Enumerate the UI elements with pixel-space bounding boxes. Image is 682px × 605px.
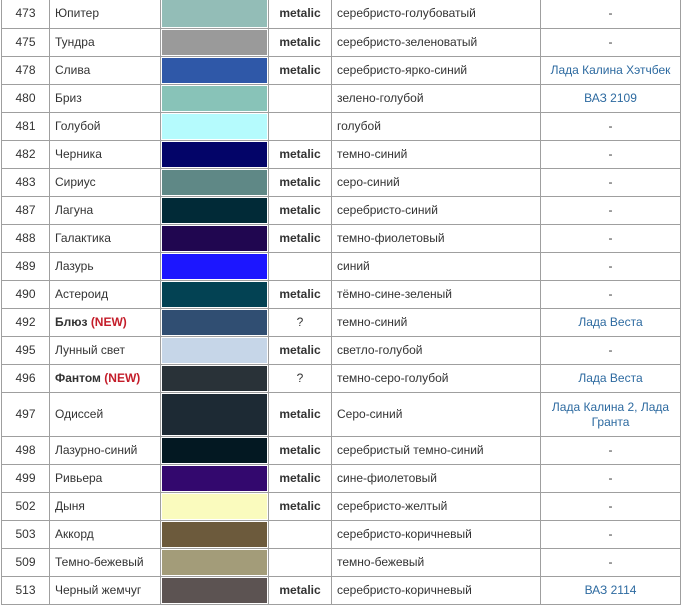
color-swatch-cell <box>161 29 269 57</box>
color-name-cell <box>50 0 161 29</box>
color-name: Лунный свет <box>55 343 125 357</box>
model-cell: - <box>541 493 681 521</box>
color-swatch <box>162 338 267 363</box>
color-swatch-cell <box>161 577 269 605</box>
color-description-cell: тёмно-сине-зеленый <box>332 281 541 309</box>
color-code-cell: 490 <box>2 281 50 309</box>
color-swatch-cell <box>161 365 269 393</box>
color-swatch <box>162 86 267 111</box>
color-code-cell: 495 <box>2 337 50 365</box>
model-cell: - <box>541 337 681 365</box>
color-description-cell: серебристо-коричневый <box>332 577 541 605</box>
table-row <box>2 437 681 465</box>
table-row <box>2 549 681 577</box>
color-code-cell: 509 <box>2 549 50 577</box>
table-row <box>2 493 681 521</box>
color-description-cell: серебристо-зеленоватый <box>332 29 541 57</box>
color-name: Слива <box>55 63 91 77</box>
color-name-cell <box>50 549 161 577</box>
color-name: Лазурно-синий <box>55 443 138 457</box>
color-code-cell: 475 <box>2 29 50 57</box>
color-code-cell: 487 <box>2 197 50 225</box>
color-swatch-cell <box>161 393 269 437</box>
color-swatch-cell <box>161 0 269 29</box>
color-swatch <box>162 550 267 575</box>
color-name: Астероид <box>55 287 109 301</box>
color-name-cell <box>50 169 161 197</box>
color-description-cell: темно-синий <box>332 141 541 169</box>
color-name: Фантом <box>55 371 101 385</box>
color-name-cell <box>50 309 161 337</box>
color-name: Темно-бежевый <box>55 555 144 569</box>
paint-type-cell: metalic <box>269 197 332 225</box>
table-row <box>2 141 681 169</box>
paint-type-cell: metalic <box>269 493 332 521</box>
paint-type-cell: metalic <box>269 57 332 85</box>
table-row <box>2 281 681 309</box>
color-swatch <box>162 198 267 223</box>
table-row <box>2 465 681 493</box>
color-swatch <box>162 226 267 251</box>
color-description-cell: темно-фиолетовый <box>332 225 541 253</box>
color-name-cell <box>50 57 161 85</box>
color-code-cell: 481 <box>2 113 50 141</box>
color-name-cell <box>50 493 161 521</box>
color-code-cell: 497 <box>2 393 50 437</box>
color-swatch <box>162 282 267 307</box>
model-cell: - <box>541 549 681 577</box>
color-description-cell: серебристо-голубоватый <box>332 0 541 29</box>
paint-type-cell: metalic <box>269 141 332 169</box>
table-row <box>2 253 681 281</box>
table-row <box>2 309 681 337</box>
color-swatch-cell <box>161 169 269 197</box>
table-row <box>2 85 681 113</box>
color-name-cell <box>50 437 161 465</box>
color-code-cell: 473 <box>2 0 50 29</box>
color-name: Лазурь <box>55 259 94 273</box>
color-swatch-cell <box>161 309 269 337</box>
color-description-cell: серебристо-коричневый <box>332 521 541 549</box>
model-cell: - <box>541 113 681 141</box>
color-swatch <box>162 522 267 547</box>
color-name: Черный жемчуг <box>55 583 142 597</box>
color-swatch <box>162 30 267 55</box>
color-swatch <box>162 310 267 335</box>
model-link[interactable]: ВАЗ 2109 <box>541 85 681 113</box>
color-name-cell <box>50 521 161 549</box>
color-swatch <box>162 170 267 195</box>
color-name-cell <box>50 253 161 281</box>
table-row <box>2 113 681 141</box>
color-swatch <box>162 254 267 279</box>
color-description-cell: серебристый темно-синий <box>332 437 541 465</box>
model-cell: - <box>541 29 681 57</box>
color-code-cell: 483 <box>2 169 50 197</box>
color-swatch-cell <box>161 141 269 169</box>
color-code-cell: 492 <box>2 309 50 337</box>
color-description-cell: темно-бежевый <box>332 549 541 577</box>
color-swatch-cell <box>161 465 269 493</box>
color-name: Галактика <box>55 231 111 245</box>
color-description-cell: синий <box>332 253 541 281</box>
color-description-cell: серебристо-желтый <box>332 493 541 521</box>
color-swatch-cell <box>161 253 269 281</box>
color-swatch-cell <box>161 113 269 141</box>
model-cell: - <box>541 225 681 253</box>
paint-type-cell <box>269 253 332 281</box>
paint-type-cell: metalic <box>269 169 332 197</box>
color-code-cell: 482 <box>2 141 50 169</box>
table-row <box>2 577 681 605</box>
paint-type-cell: metalic <box>269 393 332 437</box>
paint-type-cell: metalic <box>269 281 332 309</box>
color-name-cell <box>50 29 161 57</box>
table-row <box>2 169 681 197</box>
model-cell: - <box>541 197 681 225</box>
color-name: Аккорд <box>55 527 94 541</box>
color-swatch-cell <box>161 225 269 253</box>
paint-type-cell: metalic <box>269 225 332 253</box>
table-row <box>2 337 681 365</box>
color-name-cell <box>50 337 161 365</box>
paint-type-cell: metalic <box>269 577 332 605</box>
table-row <box>2 393 681 437</box>
color-name: Черника <box>55 147 102 161</box>
color-description-cell: серебристо-синий <box>332 197 541 225</box>
color-swatch-cell <box>161 493 269 521</box>
color-name: Юпитер <box>55 5 100 20</box>
model-link[interactable]: Лада Калина 2, Лада Гранта <box>541 393 681 437</box>
model-cell: - <box>541 169 681 197</box>
new-badge: (NEW) <box>90 315 127 329</box>
color-description-cell: сине-фиолетовый <box>332 465 541 493</box>
color-name-cell <box>50 577 161 605</box>
color-swatch <box>162 0 267 27</box>
color-code-cell: 499 <box>2 465 50 493</box>
color-description-cell: голубой <box>332 113 541 141</box>
color-code-cell: 488 <box>2 225 50 253</box>
color-name: Сириус <box>55 175 96 189</box>
paint-type-cell: metalic <box>269 29 332 57</box>
color-name-cell <box>50 365 161 393</box>
color-name-cell <box>50 197 161 225</box>
color-name-cell <box>50 465 161 493</box>
model-link[interactable]: Лада Веста <box>541 365 681 393</box>
color-description-cell: серо-синий <box>332 169 541 197</box>
color-description-cell: серебристо-ярко-синий <box>332 57 541 85</box>
table-row <box>2 57 681 85</box>
color-swatch-cell <box>161 197 269 225</box>
color-code-cell: 503 <box>2 521 50 549</box>
color-swatch <box>162 114 267 139</box>
color-description-cell: светло-голубой <box>332 337 541 365</box>
color-name-cell <box>50 113 161 141</box>
model-link[interactable]: Лада Веста <box>541 309 681 337</box>
color-code-cell: 502 <box>2 493 50 521</box>
model-cell: - <box>541 437 681 465</box>
model-link[interactable]: ВАЗ 2114 <box>541 577 681 605</box>
color-name-cell <box>50 281 161 309</box>
color-code-cell: 498 <box>2 437 50 465</box>
model-cell: - <box>541 281 681 309</box>
model-cell: - <box>541 141 681 169</box>
color-description-cell: темно-серо-голубой <box>332 365 541 393</box>
color-description-cell: темно-синий <box>332 309 541 337</box>
color-name-cell <box>50 393 161 437</box>
color-swatch <box>162 142 267 167</box>
color-name-cell <box>50 225 161 253</box>
color-swatch-cell <box>161 281 269 309</box>
color-swatch-cell <box>161 85 269 113</box>
paint-type-cell <box>269 521 332 549</box>
new-badge: (NEW) <box>104 371 141 385</box>
color-name-cell <box>50 141 161 169</box>
color-name: Бриз <box>55 91 82 105</box>
paint-type-cell: metalic <box>269 437 332 465</box>
table-row <box>2 225 681 253</box>
color-swatch <box>162 394 267 435</box>
color-name: Дыня <box>55 499 85 513</box>
color-swatch-cell <box>161 57 269 85</box>
car-paint-color-table <box>1 0 681 605</box>
model-cell: - <box>541 521 681 549</box>
color-code-cell: 478 <box>2 57 50 85</box>
model-link[interactable]: Лада Калина Хэтчбек <box>541 57 681 85</box>
color-description-cell: зелено-голубой <box>332 85 541 113</box>
table-row <box>2 197 681 225</box>
color-swatch-cell <box>161 437 269 465</box>
color-name-cell <box>50 85 161 113</box>
color-swatch <box>162 438 267 463</box>
color-swatch-cell <box>161 337 269 365</box>
table-row <box>2 521 681 549</box>
paint-type-cell: ? <box>269 309 332 337</box>
color-description-cell: Серо-синий <box>332 393 541 437</box>
color-code-cell: 513 <box>2 577 50 605</box>
color-name: Ривьера <box>55 471 103 485</box>
model-cell: - <box>541 465 681 493</box>
table-row <box>2 0 681 29</box>
paint-type-cell: metalic <box>269 465 332 493</box>
color-code-cell: 480 <box>2 85 50 113</box>
color-name: Лагуна <box>55 203 94 217</box>
color-name: Тундра <box>55 35 95 49</box>
color-swatch-cell <box>161 521 269 549</box>
table-row <box>2 29 681 57</box>
color-swatch <box>162 58 267 83</box>
color-name: Голубой <box>55 119 101 133</box>
paint-type-cell: ? <box>269 365 332 393</box>
color-name: Блюз <box>55 315 88 329</box>
color-name: Одиссей <box>55 407 104 421</box>
color-swatch <box>162 466 267 491</box>
color-swatch <box>162 494 267 519</box>
table-row <box>2 365 681 393</box>
color-swatch <box>162 578 267 603</box>
model-cell: - <box>541 0 681 29</box>
color-code-cell: 496 <box>2 365 50 393</box>
paint-type-cell: metalic <box>269 337 332 365</box>
paint-type-cell <box>269 113 332 141</box>
model-cell: - <box>541 253 681 281</box>
paint-type-cell <box>269 549 332 577</box>
paint-type-cell <box>269 85 332 113</box>
color-code-cell: 489 <box>2 253 50 281</box>
color-swatch <box>162 366 267 391</box>
color-swatch-cell <box>161 549 269 577</box>
paint-type-cell: metalic <box>269 0 332 29</box>
